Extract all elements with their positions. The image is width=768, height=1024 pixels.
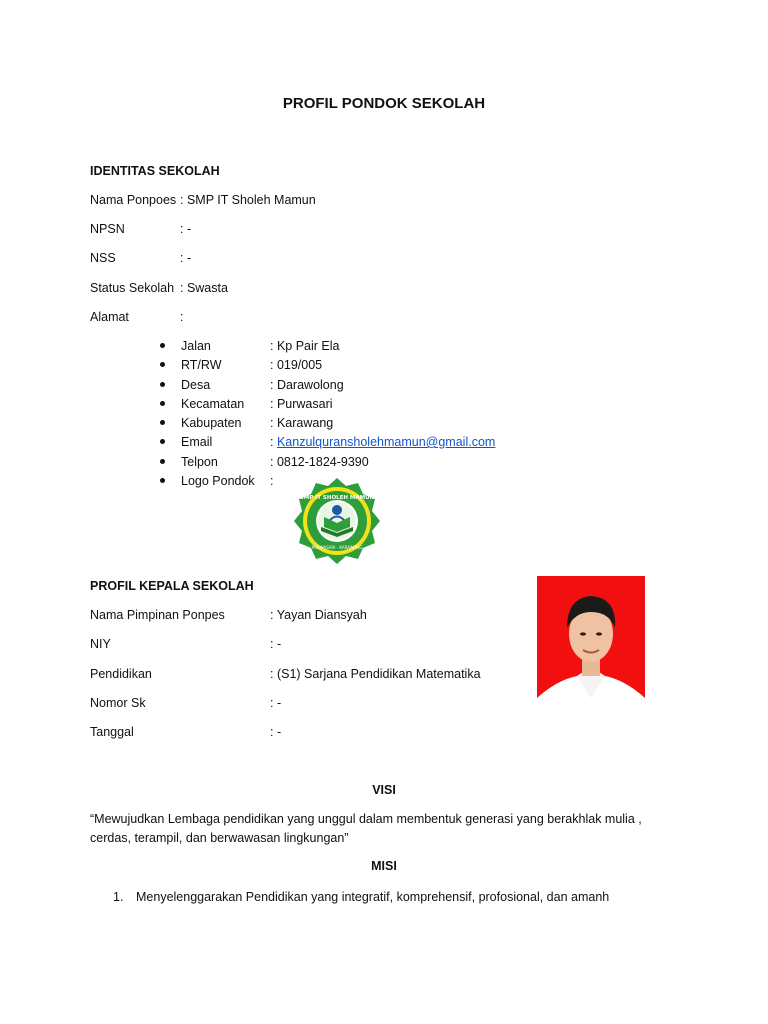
kepala-label: Nomor Sk	[90, 696, 146, 710]
misi-item-text: Menyelenggarakan Pendidikan yang integratif, komprehensif, profosional, dan amanh	[136, 890, 610, 904]
misi-item-number: 1.	[113, 890, 124, 904]
school-logo	[293, 477, 381, 565]
bullet-icon	[160, 459, 165, 464]
email-row	[270, 434, 495, 450]
logo-ring-bottom-text: PURWASARI - KARAWANG	[311, 545, 363, 550]
alamat-label: RT/RW	[181, 358, 222, 372]
kepala-label: NIY	[90, 637, 111, 651]
alamat-value: : 0812-1824-9390	[270, 455, 369, 469]
row-label: Status Sekolah	[90, 281, 175, 295]
bullet-icon	[160, 362, 165, 367]
alamat-value: : Kp Pair Ela	[270, 339, 340, 353]
row-label: NPSN	[90, 222, 125, 236]
kepala-label: Nama Pimpinan Ponpes	[90, 608, 225, 622]
bullet-icon	[160, 420, 165, 425]
row-label: NSS	[90, 251, 116, 265]
bullet-icon	[160, 439, 165, 444]
alamat-label: Desa	[181, 378, 211, 392]
alamat-value: : Darawolong	[270, 378, 344, 392]
bullet-icon	[160, 343, 165, 348]
alamat-label: Logo Pondok	[181, 474, 255, 488]
alamat-label: Kecamatan	[181, 397, 245, 411]
row-value: : Swasta	[180, 281, 228, 295]
row-value: :	[180, 310, 184, 324]
headmaster-photo	[537, 576, 645, 736]
alamat-value: :	[270, 474, 274, 488]
row-label: Nama Ponpoes	[90, 193, 177, 207]
kepala-value: : (S1) Sarjana Pendidikan Matematika	[270, 667, 481, 681]
row-value: : SMP IT Sholeh Mamun	[180, 193, 316, 207]
alamat-label: Kabupaten	[181, 416, 242, 430]
kepala-label: Tanggal	[90, 725, 134, 739]
kepala-label: Pendidikan	[90, 667, 152, 681]
kepala-heading: PROFIL KEPALA SEKOLAH	[90, 579, 254, 593]
kepala-value: : -	[270, 696, 282, 710]
identitas-heading: IDENTITAS SEKOLAH	[90, 164, 220, 178]
row-label: Alamat	[90, 310, 129, 324]
row-value: : -	[180, 222, 192, 236]
email-colon: :	[270, 435, 277, 449]
alamat-value: : Karawang	[270, 416, 334, 430]
visi-text-line2: cerdas, terampil, dan berwawasan lingkungan”	[90, 831, 349, 845]
bullet-icon	[160, 401, 165, 406]
misi-heading: MISI	[371, 859, 397, 873]
alamat-label: Jalan	[181, 339, 211, 353]
person-portrait-icon	[537, 576, 645, 736]
alamat-label: Email	[181, 435, 213, 449]
visi-heading: VISI	[372, 783, 396, 797]
row-value: : -	[180, 251, 192, 265]
bullet-icon	[160, 478, 165, 483]
alamat-value: : 019/005	[270, 358, 323, 372]
kepala-value: : -	[270, 637, 282, 651]
alamat-value: : Purwasari	[270, 397, 333, 411]
email-link[interactable]: Kanzulquransholehmamun@gmail.com	[276, 435, 496, 449]
visi-text-line1: “Mewujudkan Lembaga pendidikan yang unggul dalam membentuk generasi yang berakhlak mulia ,	[90, 812, 642, 826]
bullet-icon	[160, 382, 165, 387]
kepala-value: : Yayan Diansyah	[270, 608, 367, 622]
alamat-label: Telpon	[181, 455, 218, 469]
kepala-value: : -	[270, 725, 282, 739]
page-title: PROFIL PONDOK SEKOLAH	[282, 95, 486, 112]
logo-ring-top-text: SMP IT SHOLEH MAMUN	[299, 495, 375, 501]
